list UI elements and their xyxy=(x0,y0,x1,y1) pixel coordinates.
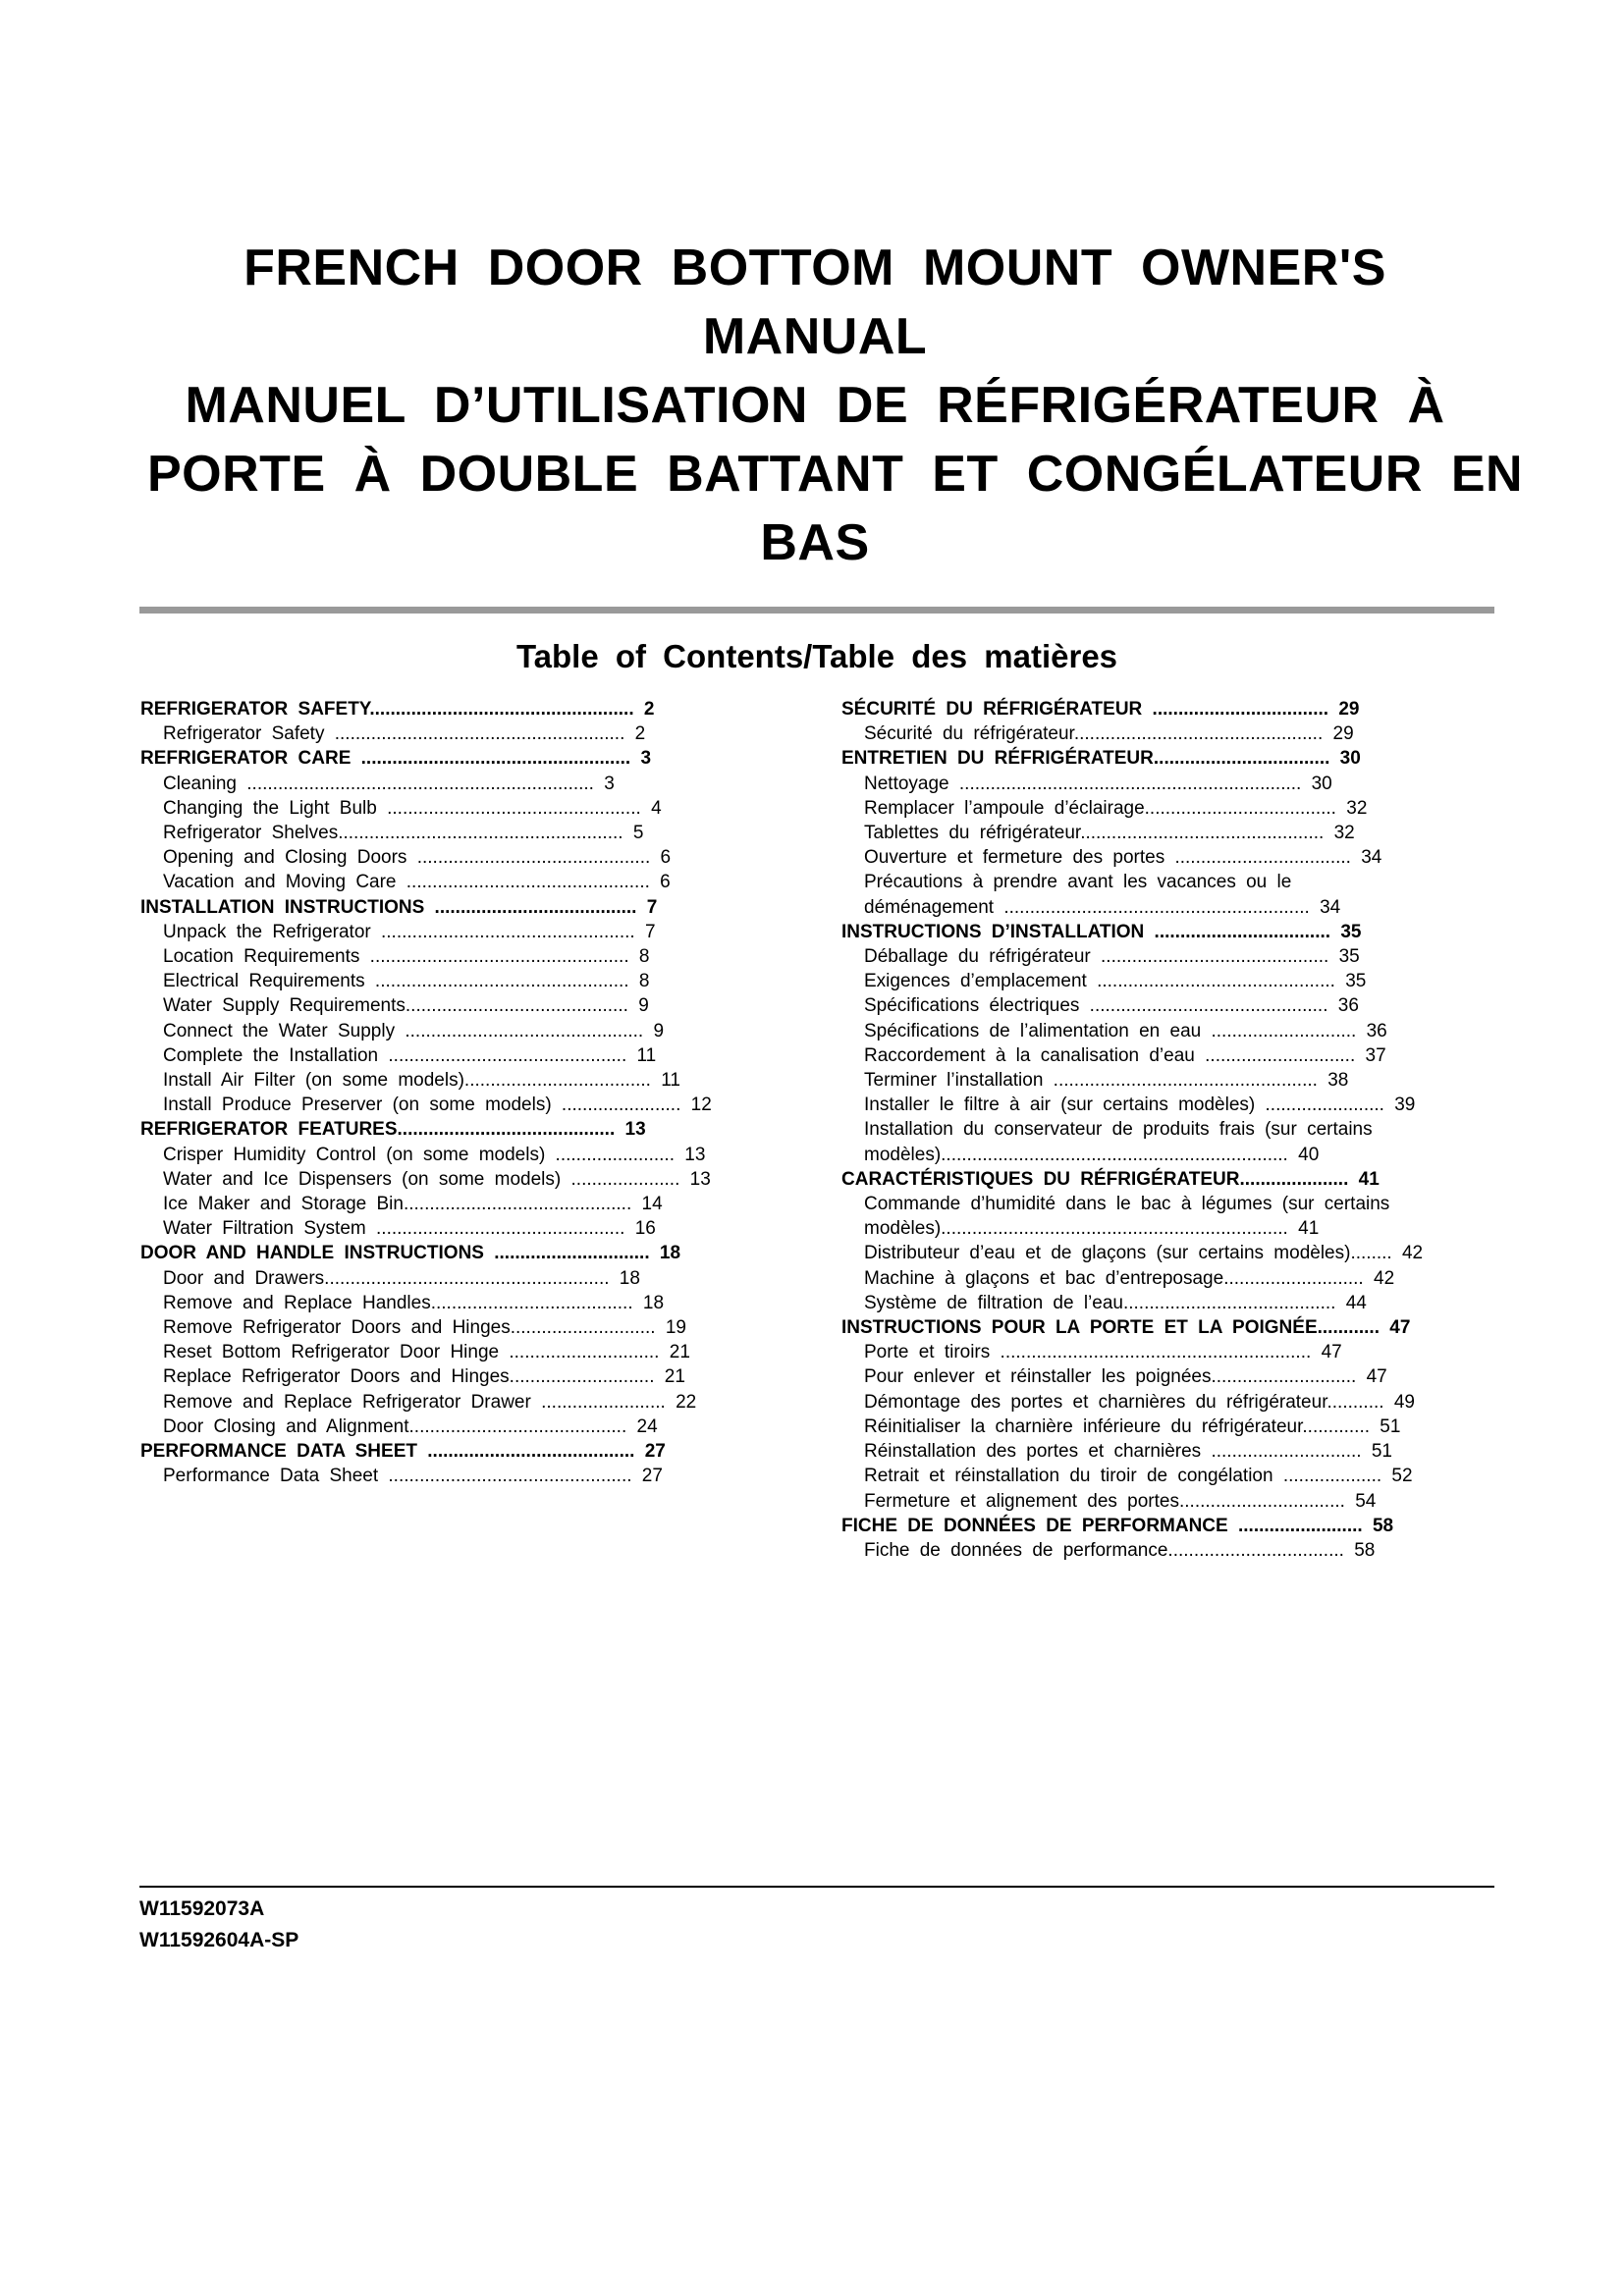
toc-english-column xyxy=(140,697,808,1489)
toc-entry-label: Terminer l’installation xyxy=(864,1070,1044,1092)
toc-subentry xyxy=(841,1538,1568,1563)
toc-entry-page: 7 xyxy=(646,896,658,918)
toc-subentry xyxy=(140,1043,808,1068)
toc-entry-leader: ........................................ xyxy=(416,1441,635,1463)
toc-entry-leader: ....................................... xyxy=(424,896,637,918)
toc-entry-label: Nettoyage xyxy=(864,773,949,794)
toc-section-entry xyxy=(140,746,808,771)
toc-entry-page: 12 xyxy=(690,1095,712,1116)
toc-entry-label: Tablettes du réfrigérateur xyxy=(864,823,1081,844)
toc-subentry xyxy=(140,920,808,944)
toc-french-column xyxy=(841,697,1568,1563)
toc-entry-page: 11 xyxy=(661,1070,680,1092)
toc-entry-page: 37 xyxy=(1365,1044,1386,1066)
toc-entry-leader: .......................................... xyxy=(408,1415,627,1437)
toc-subentry xyxy=(841,1340,1568,1364)
toc-entry-page: 9 xyxy=(638,995,649,1017)
toc-subentry xyxy=(841,969,1568,993)
toc-entry-label: Door Closing and Alignment xyxy=(163,1415,409,1437)
toc-entry-label: Changing the Light Bulb xyxy=(163,797,377,819)
toc-entry-page: 7 xyxy=(644,921,656,942)
toc-entry-label: Unpack the Refrigerator xyxy=(163,921,371,942)
toc-entry-label: Vacation and Moving Care xyxy=(163,872,397,893)
toc-entry-page: 58 xyxy=(1354,1539,1376,1561)
toc-entry-label: Performance Data Sheet xyxy=(163,1466,379,1487)
toc-entry-page: 29 xyxy=(1338,699,1360,720)
toc-entry-page: 35 xyxy=(1338,946,1360,968)
toc-subentry xyxy=(140,821,808,845)
toc-entry-page: 38 xyxy=(1327,1070,1349,1092)
toc-subentry xyxy=(140,1143,808,1167)
toc-entry-page: 29 xyxy=(1332,723,1354,745)
toc-entry-label: INSTALLATION INSTRUCTIONS xyxy=(140,896,425,918)
toc-entry-label: CARACTÉRISTIQUES DU RÉFRIGÉRATEUR xyxy=(841,1168,1240,1190)
toc-entry-label: Water Filtration System xyxy=(163,1218,366,1240)
toc-section-entry xyxy=(140,1439,808,1464)
title-line-2: MANUAL xyxy=(702,308,928,365)
toc-entry-page: 3 xyxy=(604,773,615,794)
toc-subentry xyxy=(140,1315,808,1340)
toc-entry-leader: ....................... xyxy=(1255,1095,1384,1116)
toc-entry-label: Install Air Filter (on some models) xyxy=(163,1070,464,1092)
toc-entry-leader: ............................ xyxy=(1211,1366,1357,1388)
toc-entry-label: Réinstallation des portes et charnières xyxy=(864,1441,1202,1463)
toc-entry-page: 54 xyxy=(1355,1490,1377,1512)
toc-entry-leader: ........................................................ xyxy=(324,723,625,745)
toc-entry-page: 40 xyxy=(1298,1144,1320,1165)
toc-entry-label: Raccordement à la canalisation d’eau xyxy=(864,1044,1195,1066)
document-code-sp: W11592604A-SP xyxy=(139,1929,299,1951)
toc-entry-leader: .................................. xyxy=(1153,748,1330,770)
toc-entry-page: 49 xyxy=(1393,1391,1415,1413)
toc-entry-leader: ................................................................... xyxy=(237,773,594,794)
toc-subentry xyxy=(140,1415,808,1439)
toc-entry-page: 13 xyxy=(624,1119,646,1141)
toc-entry-label: Retrait et réinstallation du tiroir de congélation xyxy=(864,1466,1273,1487)
toc-subentry xyxy=(140,1390,808,1415)
toc-entry-leader: ........................ xyxy=(530,1391,666,1413)
toc-entry-leader: ............................................................ xyxy=(990,1342,1312,1363)
toc-subentry xyxy=(841,1241,1568,1265)
toc-entry-leader: ............................................ xyxy=(403,1194,632,1215)
toc-entry-page: 52 xyxy=(1391,1466,1413,1487)
toc-entry-label: INSTRUCTIONS POUR LA PORTE ET LA POIGNÉE xyxy=(841,1317,1318,1339)
toc-subentry xyxy=(841,1117,1568,1142)
toc-entry-page: 51 xyxy=(1371,1441,1392,1463)
toc-entry-leader: ....................... xyxy=(545,1144,675,1165)
toc-entry-label: Water and Ice Dispensers (on some models) xyxy=(163,1168,562,1190)
toc-entry-page: 13 xyxy=(684,1144,706,1165)
toc-entry-leader: .................................... xyxy=(463,1070,651,1092)
toc-entry-label: Reset Bottom Refrigerator Door Hinge xyxy=(163,1342,500,1363)
toc-entry-label: REFRIGERATOR FEATURES xyxy=(140,1119,398,1141)
toc-entry-leader: .................................. xyxy=(1144,921,1331,942)
toc-entry-label: Ouverture et fermeture des portes xyxy=(864,847,1165,869)
toc-entry-label: Door and Drawers xyxy=(163,1267,325,1289)
toc-subentry xyxy=(841,1043,1568,1068)
toc-entry-label: Réinitialiser la charnière inférieure du réfrigérateur xyxy=(864,1415,1303,1437)
toc-subentry xyxy=(140,1266,808,1291)
toc-entry-leader: ............................................... xyxy=(378,1466,632,1487)
toc-subentry xyxy=(841,1019,1568,1043)
toc-entry-leader: ........................................... xyxy=(405,995,628,1017)
toc-entry-page: 24 xyxy=(636,1415,658,1437)
toc-section-entry xyxy=(841,1315,1568,1340)
toc-entry-label: Connect the Water Supply xyxy=(163,1020,396,1041)
toc-entry-leader: ....................................................... xyxy=(338,823,623,844)
toc-entry-page: 42 xyxy=(1401,1243,1424,1264)
toc-section-entry xyxy=(140,697,808,721)
toc-entry-page: 27 xyxy=(641,1466,663,1487)
toc-entry-leader: ..................... xyxy=(561,1168,680,1190)
toc-entry-label: Précautions à prendre avant les vacances ou le xyxy=(864,872,1292,893)
toc-entry-label: modèles) xyxy=(864,1144,942,1165)
toc-entry-label: Electrical Requirements xyxy=(163,971,365,992)
toc-subentry xyxy=(841,1216,1568,1241)
toc-entry-leader: ......................................... xyxy=(1122,1292,1336,1313)
toc-subentry xyxy=(841,1068,1568,1093)
toc-entry-leader: ........................................................... xyxy=(994,896,1310,918)
toc-entry-page: 5 xyxy=(632,823,644,844)
toc-entry-label: Install Produce Preserver (on some models) xyxy=(163,1095,552,1116)
toc-entry-page: 8 xyxy=(638,946,650,968)
toc-subentry xyxy=(140,772,808,796)
toc-entry-leader: ................................................. xyxy=(376,797,641,819)
toc-entry-label: Commande d’humidité dans le bac à légumes (sur certains xyxy=(864,1194,1390,1215)
toc-entry-label: Water Supply Requirements xyxy=(163,995,406,1017)
toc-subentry xyxy=(841,1093,1568,1117)
toc-entry-label: Remplacer l’ampoule d’éclairage xyxy=(864,797,1145,819)
toc-entry-label: Complete the Installation xyxy=(163,1044,379,1066)
toc-entry-label: FICHE DE DONNÉES DE PERFORMANCE xyxy=(841,1515,1228,1536)
toc-entry-page: 16 xyxy=(634,1218,656,1240)
toc-entry-page: 18 xyxy=(642,1292,665,1313)
toc-entry-label: Installer le filtre à air (sur certains modèles) xyxy=(864,1095,1256,1116)
toc-section-entry xyxy=(140,1241,808,1265)
toc-entry-label: Fiche de données de performance xyxy=(864,1539,1168,1561)
toc-entry-label: SÉCURITÉ DU RÉFRIGÉRATEUR xyxy=(841,699,1143,720)
toc-entry-leader: ............................. xyxy=(499,1342,660,1363)
toc-entry-label: Remove and Replace Handles xyxy=(163,1292,431,1313)
toc-subentry xyxy=(140,1464,808,1488)
toc-entry-leader: ................................................................... xyxy=(941,1218,1288,1240)
toc-entry-leader: ....................... xyxy=(551,1095,681,1116)
toc-entry-leader: .................................................... xyxy=(351,748,631,770)
toc-entry-label: REFRIGERATOR CARE xyxy=(140,748,352,770)
toc-entry-page: 8 xyxy=(638,971,650,992)
toc-entry-page: 51 xyxy=(1380,1415,1401,1437)
toc-subentry xyxy=(140,845,808,870)
toc-entry-leader: ................................ xyxy=(1179,1490,1345,1512)
toc-subentry xyxy=(841,895,1568,920)
toc-entry-leader: .............................. xyxy=(483,1243,650,1264)
toc-entry-page: 39 xyxy=(1394,1095,1416,1116)
toc-entry-page: 13 xyxy=(689,1168,711,1190)
toc-entry-leader: .............................................. xyxy=(378,1044,627,1066)
toc-subentry xyxy=(140,944,808,969)
toc-entry-page: 2 xyxy=(643,699,655,720)
toc-entry-label: INSTRUCTIONS D’INSTALLATION xyxy=(841,921,1145,942)
toc-entry-label: ENTRETIEN DU RÉFRIGÉRATEUR xyxy=(841,748,1154,770)
toc-entry-page: 14 xyxy=(641,1194,663,1215)
toc-entry-label: Système de filtration de l’eau xyxy=(864,1292,1123,1313)
title-line-3: MANUEL D’UTILISATION DE RÉFRIGÉRATEUR À xyxy=(185,377,1445,434)
toc-entry-label: Exigences d’emplacement xyxy=(864,971,1087,992)
toc-entry-page: 41 xyxy=(1358,1168,1380,1190)
toc-entry-page: 42 xyxy=(1374,1267,1395,1289)
toc-entry-page: 36 xyxy=(1337,995,1359,1017)
toc-entry-page: 32 xyxy=(1333,823,1355,844)
toc-subentry xyxy=(841,993,1568,1018)
toc-entry-leader: ............................. xyxy=(1194,1044,1356,1066)
toc-entry-label: Fermeture et alignement des portes xyxy=(864,1490,1179,1512)
toc-entry-leader: ................................................... xyxy=(369,699,634,720)
toc-subentry xyxy=(140,721,808,746)
toc-subentry xyxy=(841,1489,1568,1514)
toc-subentry xyxy=(841,821,1568,845)
toc-subentry xyxy=(140,1068,808,1093)
toc-entry-label: Location Requirements xyxy=(163,946,360,968)
toc-entry-leader: ............................ xyxy=(510,1317,656,1339)
title-line-4: PORTE À DOUBLE BATTANT ET CONGÉLATEUR EN xyxy=(147,446,1524,503)
toc-entry-leader: .............................................. xyxy=(1086,971,1335,992)
toc-entry-label: Ice Maker and Storage Bin xyxy=(163,1194,404,1215)
toc-entry-label: Remove Refrigerator Doors and Hinges xyxy=(163,1317,511,1339)
toc-subentry xyxy=(841,1266,1568,1291)
toc-entry-page: 47 xyxy=(1366,1366,1387,1388)
toc-entry-page: 27 xyxy=(644,1441,666,1463)
toc-entry-leader: ............................. xyxy=(1201,1441,1362,1463)
toc-entry-label: Remove and Replace Refrigerator Drawer xyxy=(163,1391,531,1413)
toc-entry-label: Replace Refrigerator Doors and Hinges xyxy=(163,1366,510,1388)
toc-section-entry xyxy=(140,895,808,920)
toc-entry-label: PERFORMANCE DATA SHEET xyxy=(140,1441,417,1463)
toc-subentry xyxy=(841,772,1568,796)
toc-entry-page: 30 xyxy=(1339,748,1361,770)
toc-entry-leader: ............................................. xyxy=(406,847,651,869)
toc-entry-page: 4 xyxy=(651,797,662,819)
toc-entry-label: DOOR AND HANDLE INSTRUCTIONS xyxy=(140,1243,484,1264)
toc-entry-label: Machine à glaçons et bac d’entreposage xyxy=(864,1267,1224,1289)
toc-entry-leader: .......................................... xyxy=(397,1119,616,1141)
toc-entry-page: 34 xyxy=(1320,896,1341,918)
toc-entry-label: Spécifications de l’alimentation en eau xyxy=(864,1020,1202,1041)
toc-entry-leader: ....................................................... xyxy=(324,1267,610,1289)
toc-entry-page: 6 xyxy=(660,872,671,893)
toc-entry-leader: ................................................... xyxy=(1043,1070,1318,1092)
toc-subentry xyxy=(140,1192,808,1216)
toc-entry-leader: ................... xyxy=(1272,1466,1382,1487)
toc-entry-page: 22 xyxy=(676,1391,697,1413)
toc-entry-leader: .................................................................. xyxy=(948,773,1302,794)
toc-section-entry xyxy=(841,1167,1568,1192)
toc-entry-leader: ........ xyxy=(1350,1243,1392,1264)
toc-subentry xyxy=(841,1390,1568,1415)
toc-subentry xyxy=(140,993,808,1018)
toc-subentry xyxy=(841,1291,1568,1315)
title-line-5: BAS xyxy=(760,514,870,571)
toc-entry-label: Refrigerator Shelves xyxy=(163,823,339,844)
toc-entry-leader: .............................................. xyxy=(395,1020,644,1041)
toc-entry-leader: ............. xyxy=(1302,1415,1371,1437)
toc-entry-leader: ................................................ xyxy=(1073,723,1324,745)
toc-entry-page: 47 xyxy=(1389,1317,1411,1339)
toc-subentry xyxy=(841,796,1568,821)
toc-subentry xyxy=(140,1167,808,1192)
toc-subentry xyxy=(140,870,808,894)
toc-entry-page: 19 xyxy=(665,1317,686,1339)
toc-entry-leader: ........................ xyxy=(1227,1515,1363,1536)
toc-subentry xyxy=(841,1364,1568,1389)
toc-entry-page: 32 xyxy=(1346,797,1368,819)
toc-entry-page: 35 xyxy=(1340,921,1362,942)
toc-entry-label: Distributeur d’eau et de glaçons (sur certains modèles) xyxy=(864,1243,1351,1264)
toc-subentry xyxy=(140,969,808,993)
toc-subentry xyxy=(841,870,1568,894)
toc-entry-label: Spécifications électriques xyxy=(864,995,1080,1017)
toc-entry-page: 21 xyxy=(669,1342,690,1363)
toc-entry-leader: ............................................ xyxy=(1090,946,1329,968)
toc-entry-leader: ................................................. xyxy=(364,971,629,992)
toc-entry-leader: ............................................... xyxy=(396,872,650,893)
toc-entry-page: 9 xyxy=(653,1020,665,1041)
toc-entry-label: Cleaning xyxy=(163,773,237,794)
toc-entry-label: Démontage des portes et charnières du réfrigérateur xyxy=(864,1391,1327,1413)
toc-entry-page: 18 xyxy=(659,1243,681,1264)
toc-entry-label: déménagement xyxy=(864,896,995,918)
footer-divider xyxy=(139,1886,1494,1888)
toc-section-entry xyxy=(841,746,1568,771)
toc-subentry xyxy=(841,944,1568,969)
toc-entry-page: 3 xyxy=(640,748,652,770)
toc-subentry xyxy=(841,845,1568,870)
toc-entry-label: Opening and Closing Doors xyxy=(163,847,407,869)
toc-entry-label: REFRIGERATOR SAFETY xyxy=(140,699,370,720)
toc-entry-leader: ....................................... xyxy=(430,1292,633,1313)
toc-entry-page: 34 xyxy=(1361,847,1382,869)
toc-section-entry xyxy=(841,920,1568,944)
toc-subentry xyxy=(841,721,1568,746)
toc-subentry xyxy=(841,1415,1568,1439)
toc-entry-leader: ..................................... xyxy=(1144,797,1336,819)
toc-subentry xyxy=(841,1464,1568,1488)
toc-section-entry xyxy=(841,1514,1568,1538)
toc-entry-label: Refrigerator Safety xyxy=(163,723,325,745)
toc-entry-leader: ............................ xyxy=(509,1366,655,1388)
toc-entry-leader: .................................................. xyxy=(359,946,629,968)
toc-subentry xyxy=(140,1019,808,1043)
title-divider xyxy=(139,607,1494,614)
toc-subentry xyxy=(140,1340,808,1364)
toc-subentry xyxy=(140,1364,808,1389)
toc-section-entry xyxy=(841,697,1568,721)
toc-entry-page: 2 xyxy=(634,723,646,745)
toc-heading: Table of Contents/Table des matières xyxy=(515,638,1118,674)
toc-entry-label: modèles) xyxy=(864,1218,942,1240)
toc-entry-leader: .................................. xyxy=(1164,847,1351,869)
toc-subentry xyxy=(140,1216,808,1241)
document-title xyxy=(147,234,1524,577)
toc-entry-page: 30 xyxy=(1311,773,1332,794)
toc-entry-label: Porte et tiroirs xyxy=(864,1342,991,1363)
toc-entry-leader: ................................................................... xyxy=(941,1144,1288,1165)
toc-entry-page: 41 xyxy=(1298,1218,1320,1240)
toc-entry-page: 36 xyxy=(1366,1020,1387,1041)
toc-subentry xyxy=(841,1192,1568,1216)
toc-entry-page: 35 xyxy=(1345,971,1367,992)
toc-entry-label: Sécurité du réfrigérateur xyxy=(864,723,1074,745)
toc-subentry xyxy=(140,1093,808,1117)
toc-subentry xyxy=(140,1291,808,1315)
toc-entry-leader: .................................. xyxy=(1167,1539,1344,1561)
toc-entry-page: 11 xyxy=(636,1044,657,1066)
toc-entry-leader: ............................................... xyxy=(1080,823,1325,844)
toc-entry-page: 6 xyxy=(660,847,672,869)
toc-entry-label: Installation du conservateur de produits frais (sur certains xyxy=(864,1119,1373,1141)
toc-entry-label: Pour enlever et réinstaller les poignées xyxy=(864,1366,1212,1388)
toc-entry-leader: .................................. xyxy=(1142,699,1329,720)
toc-entry-leader: ..................... xyxy=(1239,1168,1349,1190)
toc-entry-label: Crisper Humidity Control (on some models) xyxy=(163,1144,546,1165)
document-code: W11592073A xyxy=(139,1897,265,1920)
toc-entry-leader: ........................... xyxy=(1223,1267,1364,1289)
toc-entry-page: 21 xyxy=(664,1366,685,1388)
toc-entry-page: 18 xyxy=(619,1267,640,1289)
toc-entry-page: 47 xyxy=(1321,1342,1342,1363)
title-line-1: FRENCH DOOR BOTTOM MOUNT OWNER'S xyxy=(244,240,1386,296)
toc-entry-label: Déballage du réfrigérateur xyxy=(864,946,1091,968)
toc-section-entry xyxy=(140,1117,808,1142)
toc-entry-leader: ................................................ xyxy=(365,1218,625,1240)
toc-entry-leader: .............................................. xyxy=(1079,995,1328,1017)
toc-entry-page: 44 xyxy=(1345,1292,1367,1313)
toc-entry-leader: ........... xyxy=(1326,1391,1384,1413)
toc-entry-leader: ............ xyxy=(1317,1317,1380,1339)
toc-subentry xyxy=(841,1439,1568,1464)
toc-subentry xyxy=(140,796,808,821)
toc-entry-leader: ................................................. xyxy=(370,921,635,942)
toc-entry-page: 58 xyxy=(1372,1515,1394,1536)
toc-subentry xyxy=(841,1143,1568,1167)
toc-entry-leader: ............................ xyxy=(1201,1020,1357,1041)
